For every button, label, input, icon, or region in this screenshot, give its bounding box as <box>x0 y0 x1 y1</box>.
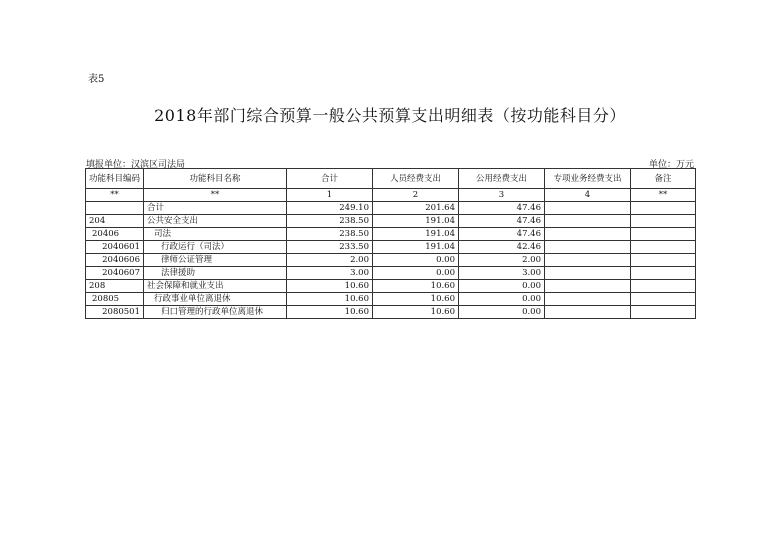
total-cell: 3.00 <box>287 267 373 280</box>
index-cell: 3 <box>459 189 545 202</box>
special-cell <box>545 267 631 280</box>
public-cell: 47.46 <box>459 228 545 241</box>
public-cell: 2.00 <box>459 254 545 267</box>
table-row <box>86 254 696 267</box>
public-cell: 3.00 <box>459 267 545 280</box>
public-cell: 42.46 <box>459 241 545 254</box>
code-cell: 208 <box>86 280 144 293</box>
col-header-note: 备注 <box>631 169 696 189</box>
currency-unit: 单位：万元 <box>648 160 694 170</box>
code-cell: 2040601 <box>86 241 144 254</box>
index-cell: 1 <box>287 189 373 202</box>
index-cell: 2 <box>373 189 459 202</box>
total-cell: 10.60 <box>287 293 373 306</box>
name-cell: 公共安全支出 <box>144 215 287 228</box>
budget-table <box>85 168 696 319</box>
table-row <box>86 202 696 215</box>
name-cell: 行政运行（司法） <box>144 241 287 254</box>
index-cell: ** <box>144 189 287 202</box>
header-row <box>86 169 696 189</box>
note-cell <box>631 202 696 215</box>
name-cell: 法律援助 <box>144 267 287 280</box>
total-cell: 233.50 <box>287 241 373 254</box>
personnel-cell: 0.00 <box>373 254 459 267</box>
note-cell <box>631 254 696 267</box>
personnel-cell: 10.60 <box>373 306 459 319</box>
special-cell <box>545 306 631 319</box>
special-cell <box>545 280 631 293</box>
total-cell: 10.60 <box>287 306 373 319</box>
note-cell <box>631 293 696 306</box>
special-cell <box>545 202 631 215</box>
name-cell: 社会保障和就业支出 <box>144 280 287 293</box>
code-cell: 2040606 <box>86 254 144 267</box>
personnel-cell: 10.60 <box>373 293 459 306</box>
index-cell: 4 <box>545 189 631 202</box>
public-cell: 0.00 <box>459 293 545 306</box>
special-cell <box>545 241 631 254</box>
col-header-total: 合计 <box>287 169 373 189</box>
name-cell: 归口管理的行政单位离退休 <box>144 306 287 319</box>
personnel-cell: 10.60 <box>373 280 459 293</box>
index-cell: ** <box>86 189 144 202</box>
code-cell: 2080501 <box>86 306 144 319</box>
reporting-unit: 填报单位：汉滨区司法局 <box>86 160 186 170</box>
index-cell: ** <box>631 189 696 202</box>
col-header-personnel: 人员经费支出 <box>373 169 459 189</box>
col-header-public: 公用经费支出 <box>459 169 545 189</box>
name-cell: 律师公证管理 <box>144 254 287 267</box>
personnel-cell: 0.00 <box>373 267 459 280</box>
table-row <box>86 267 696 280</box>
code-cell: 20406 <box>86 228 144 241</box>
personnel-cell: 191.04 <box>373 228 459 241</box>
name-cell: 行政事业单位离退休 <box>144 293 287 306</box>
table-row <box>86 228 696 241</box>
note-cell <box>631 267 696 280</box>
table-row <box>86 280 696 293</box>
col-header-code: 功能科目编码 <box>86 169 144 189</box>
special-cell <box>545 293 631 306</box>
table-row <box>86 293 696 306</box>
col-header-name: 功能科目名称 <box>144 169 287 189</box>
public-cell: 47.46 <box>459 215 545 228</box>
page-title: 2018年部门综合预算一般公共预算支出明细表（按功能科目分） <box>154 106 626 125</box>
note-cell <box>631 228 696 241</box>
index-row <box>86 189 696 202</box>
total-cell: 249.10 <box>287 202 373 215</box>
total-cell: 238.50 <box>287 215 373 228</box>
public-cell: 0.00 <box>459 280 545 293</box>
col-header-special: 专项业务经费支出 <box>545 169 631 189</box>
total-cell: 238.50 <box>287 228 373 241</box>
special-cell <box>545 215 631 228</box>
public-cell: 47.46 <box>459 202 545 215</box>
personnel-cell: 201.64 <box>373 202 459 215</box>
special-cell <box>545 254 631 267</box>
note-cell <box>631 215 696 228</box>
special-cell <box>545 228 631 241</box>
total-cell: 10.60 <box>287 280 373 293</box>
total-cell: 2.00 <box>287 254 373 267</box>
code-cell <box>86 202 144 215</box>
table-row <box>86 215 696 228</box>
code-cell: 204 <box>86 215 144 228</box>
table-row <box>86 241 696 254</box>
personnel-cell: 191.04 <box>373 241 459 254</box>
public-cell: 0.00 <box>459 306 545 319</box>
note-cell <box>631 280 696 293</box>
personnel-cell: 191.04 <box>373 215 459 228</box>
code-cell: 2040607 <box>86 267 144 280</box>
table-row <box>86 306 696 319</box>
note-cell <box>631 306 696 319</box>
name-cell: 司法 <box>144 228 287 241</box>
name-cell: 合计 <box>144 202 287 215</box>
table-tag: 表5 <box>88 74 105 85</box>
note-cell <box>631 241 696 254</box>
code-cell: 20805 <box>86 293 144 306</box>
